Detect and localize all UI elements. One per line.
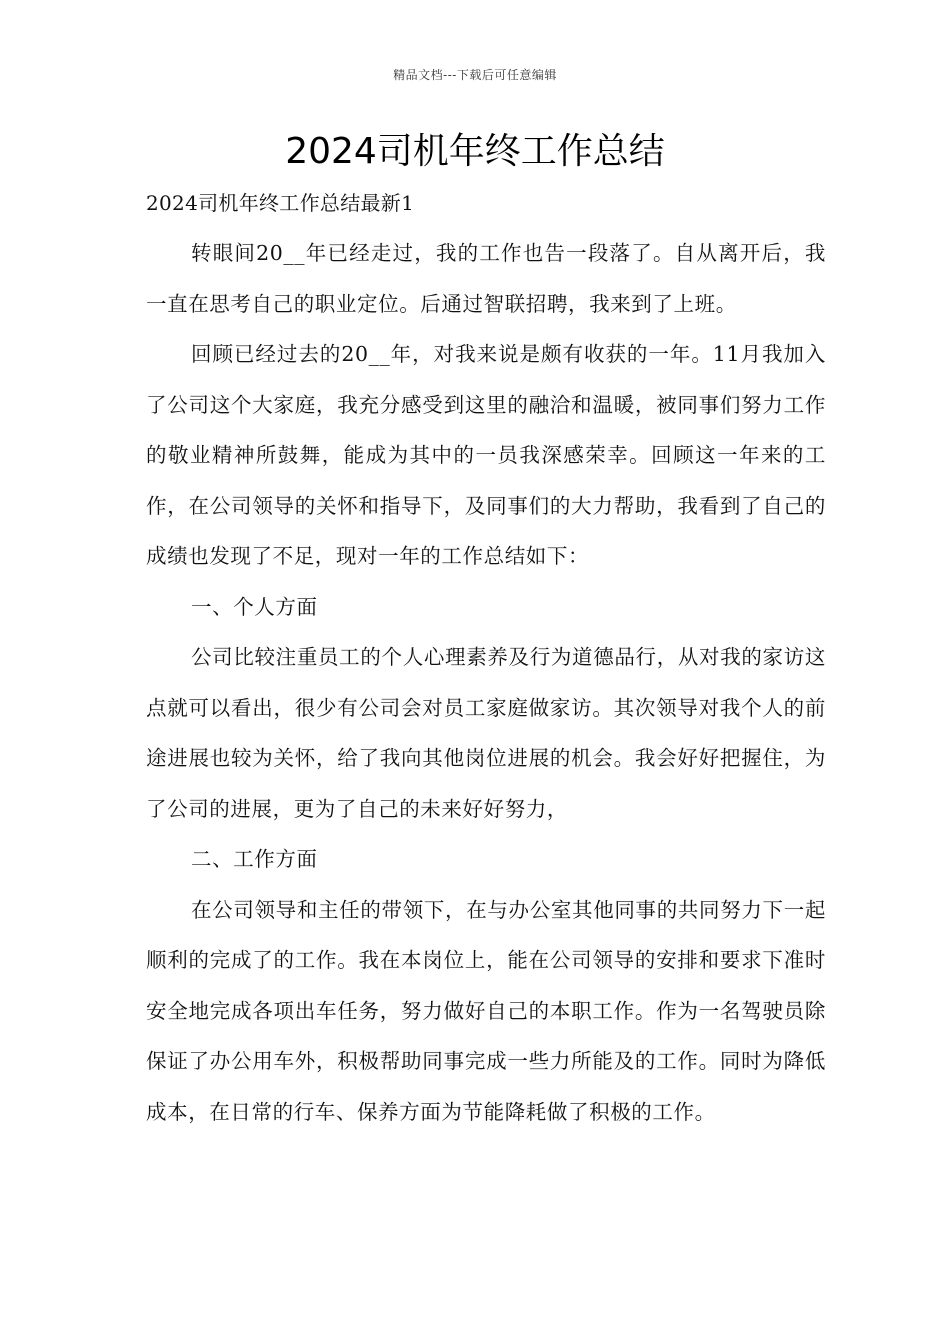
document-body — [146, 178, 826, 1137]
section-heading-personal: 一、个人方面 — [191, 594, 318, 619]
header-note: 精品文档---下载后可任意编辑 — [393, 68, 557, 82]
review-paragraph: 回顾已经过去的20__年，对我来说是颇有收获的一年。11月我加入了公司这个大家庭，我充分感受到这里的融洽和温暖，被同事们努力工作的敬业精神所鼓舞，能成为其中的一员我深感荣幸。回顾这一年来的工作，在公司领导的关怀和指导下，及同事们的大力帮助，我看到了自己的成绩也发现了不足，现对一年的工作总结如下： — [146, 342, 826, 568]
section-text-personal: 公司比较注重员工的个人心理素养及行为道德品行，从对我的家访这点就可以看出，很少有公司会对员工家庭做家访。其次领导对我个人的前途进展也较为关怀，给了我向其他岗位进展的机会。我会好好把握住，为了公司的进展，更为了自己的未来好好努力， — [146, 645, 826, 821]
document-title: 2024司机年终工作总结 — [285, 131, 665, 172]
document-subtitle: 2024司机年终工作总结最新1 — [146, 191, 415, 215]
section-heading-work: 二、工作方面 — [191, 847, 318, 871]
section-text-work: 在公司领导和主任的带领下，在与办公室其他同事的共同努力下一起顺利的完成了的工作。我在本岗位上，能在公司领导的安排和要求下准时安全地完成各项出车任务，努力做好自己的本职工作。作为一名驾驶员除保证了办公用车外，积极帮助同事完成一些力所能及的工作。同时为降低成本，在日常的行车、保养方面为节能降耗做了积极的工作。 — [146, 897, 826, 1124]
intro-paragraph: 转眼间20__年已经走过，我的工作也告一段落了。自从离开后，我一直在思考自己的职业定位。后通过智联招聘，我来到了上班。 — [146, 241, 826, 316]
